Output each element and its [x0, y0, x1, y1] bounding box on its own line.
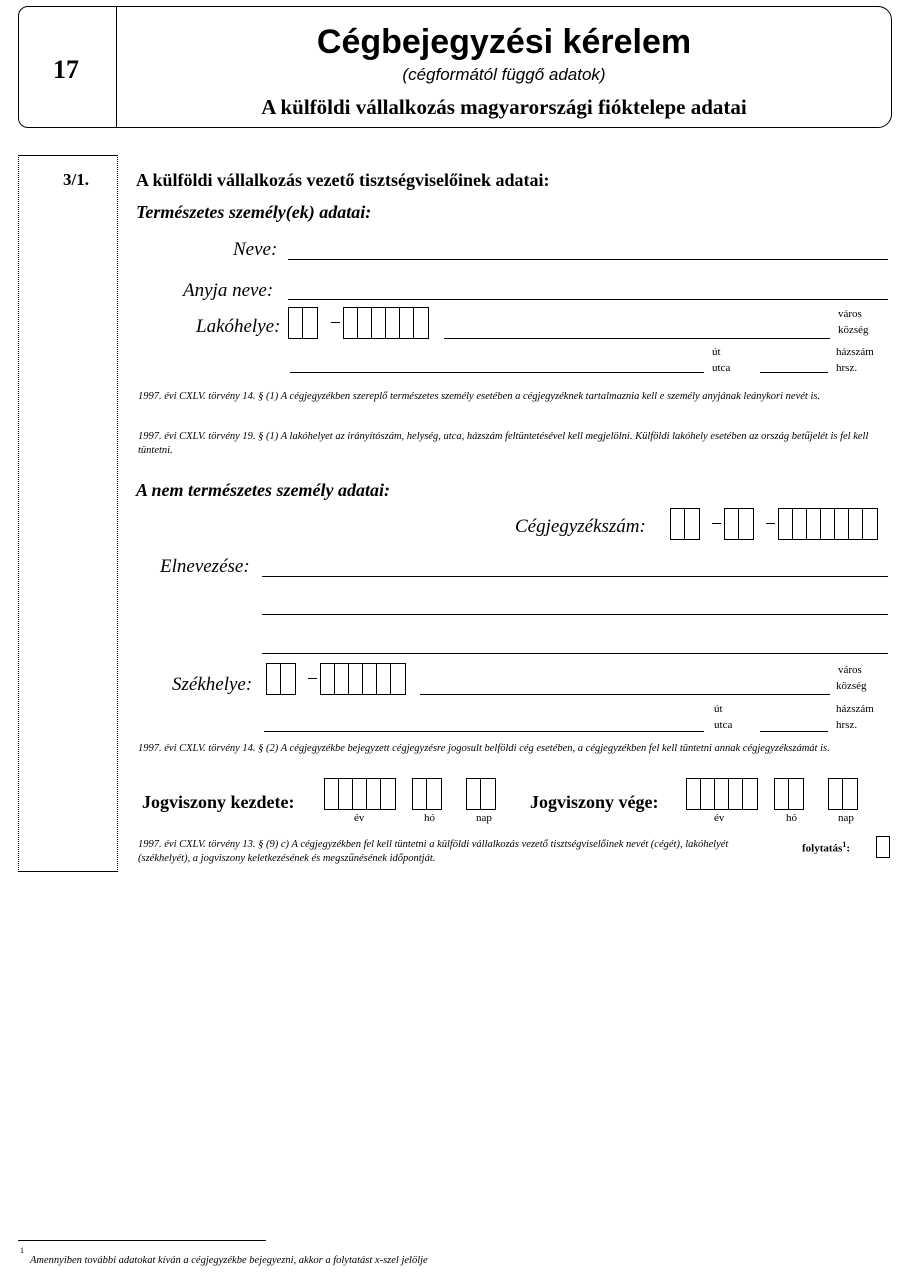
org-name-field-3[interactable]: [262, 653, 888, 654]
start-day-cells[interactable]: [466, 778, 496, 810]
house-label-2: hrsz.: [836, 362, 858, 374]
seat-street-field[interactable]: [264, 731, 704, 732]
title-box: [116, 6, 892, 128]
natural-person-heading: Természetes személy(ek) adatai:: [136, 202, 372, 222]
reg-dash-2: [766, 523, 775, 524]
name-field[interactable]: [288, 259, 888, 260]
seat-street-label-1: út: [714, 703, 723, 715]
org-name-field-1[interactable]: [262, 576, 888, 577]
footnote-mark: 1: [20, 1246, 24, 1255]
section-sidebar: [18, 155, 118, 872]
seat-zip-country-cells[interactable]: [266, 663, 296, 695]
city-label: város: [838, 308, 862, 320]
org-name-field-2[interactable]: [262, 614, 888, 615]
reg-number-cells-1[interactable]: [670, 508, 700, 540]
seat-dash: [308, 678, 317, 679]
name-label: Neve:: [233, 239, 278, 260]
seat-label: Székhelye:: [172, 674, 253, 695]
seat-zip-cells[interactable]: [320, 663, 406, 695]
mother-name-field[interactable]: [288, 299, 888, 300]
house-label-1: házszám: [836, 346, 874, 358]
address-dash: [331, 322, 340, 323]
footnote-rule: [18, 1240, 266, 1241]
mother-name-label: Anyja neve:: [183, 280, 274, 301]
legal-note-4: 1997. évi CXLV. törvény 13. § (9) c) A cégjegyzékben fel kell tüntetni a külföldi vállalkozás vezető tisztségviselőinek nevét (cégét), lakóhelyét (székhelyét), a jogviszony keletkezésének és megszűnésének időpontját.: [138, 839, 729, 864]
seat-house-label-2: hrsz.: [836, 719, 858, 731]
address-house-field[interactable]: [760, 372, 828, 373]
reg-number-cells-3[interactable]: [778, 508, 878, 540]
address-label: Lakóhelye:: [196, 316, 281, 337]
page-subtitle-2: A külföldi vállalkozás magyarországi fióktelepe adatai: [261, 95, 747, 119]
reg-number-cells-2[interactable]: [724, 508, 754, 540]
legal-person-heading: A nem természetes személy adatai:: [136, 480, 390, 500]
continuation-colon: :: [846, 842, 850, 855]
reg-number-label: Cégjegyzékszám:: [515, 516, 646, 537]
seat-street-label-2: utca: [714, 719, 733, 731]
end-month-cells[interactable]: [774, 778, 804, 810]
seat-city-label: város: [838, 664, 862, 676]
page-title: Cégbejegyzési kérelem: [316, 23, 692, 61]
org-name-label: Elnevezése:: [160, 556, 250, 577]
address-zip-country-cells[interactable]: [288, 307, 318, 339]
start-year-cells[interactable]: [324, 778, 396, 810]
continuation-label: folytatás: [802, 842, 843, 855]
start-date-label: Jogviszony kezdete:: [142, 792, 295, 812]
seat-house-field[interactable]: [760, 731, 828, 732]
continuation-checkbox[interactable]: [876, 836, 890, 858]
end-month-caption: hó: [786, 812, 797, 824]
legal-note-2: 1997. évi CXLV. törvény 19. § (1) A lakóhelyet az irányítószám, helység, utca, házszám feltüntetésével kell megjelölni. Külföldi lakóhely esetében az ország betűjelét is fel kell tüntetni.: [138, 431, 869, 456]
start-month-caption: hó: [424, 812, 435, 824]
end-year-caption: év: [714, 812, 725, 824]
address-street-field[interactable]: [290, 372, 704, 373]
seat-city-field[interactable]: [420, 694, 830, 695]
seat-house-label-1: házszám: [836, 703, 874, 715]
continuation-label-wrap: [802, 840, 850, 855]
continuation-sup: 1: [842, 840, 847, 849]
section-heading: A külföldi vállalkozás vezető tisztségviselőinek adatai:: [136, 170, 550, 190]
end-day-cells[interactable]: [828, 778, 858, 810]
end-day-caption: nap: [838, 812, 854, 824]
reg-dash-1: [712, 523, 721, 524]
seat-village-label: község: [836, 680, 867, 692]
page-subtitle: (cégformától függő adatok): [402, 65, 606, 84]
legal-note-3: 1997. évi CXLV. törvény 14. § (2) A cégjegyzékbe bejegyzett cégjegyzésre jogosult belföldi cég esetében, a cégjegyzékben fel kell tüntetni annak cégjegyzékszámát is.: [138, 743, 830, 754]
section-number: 3/1.: [63, 170, 89, 189]
end-year-cells[interactable]: [686, 778, 758, 810]
village-label: község: [838, 324, 869, 336]
legal-note-1: 1997. évi CXLV. törvény 14. § (1) A cégjegyzékben szereplő természetes személy esetében a cégjegyzéknek tartalmaznia kell e személy anyjának leánykori nevét is.: [138, 391, 821, 402]
footnote-text: Amennyiben további adatokat kíván a cégjegyzékbe bejegyezni, akkor a folytatást x-szel jelölje: [30, 1255, 428, 1266]
address-city-field[interactable]: [444, 338, 830, 339]
start-day-caption: nap: [476, 812, 492, 824]
form-number-box: [18, 6, 117, 128]
address-zip-cells[interactable]: [343, 307, 429, 339]
street-label-1: út: [712, 346, 721, 358]
street-label-2: utca: [712, 362, 731, 374]
form-number: 17: [53, 55, 79, 84]
start-year-caption: év: [354, 812, 365, 824]
end-date-label: Jogviszony vége:: [530, 792, 659, 812]
start-month-cells[interactable]: [412, 778, 442, 810]
